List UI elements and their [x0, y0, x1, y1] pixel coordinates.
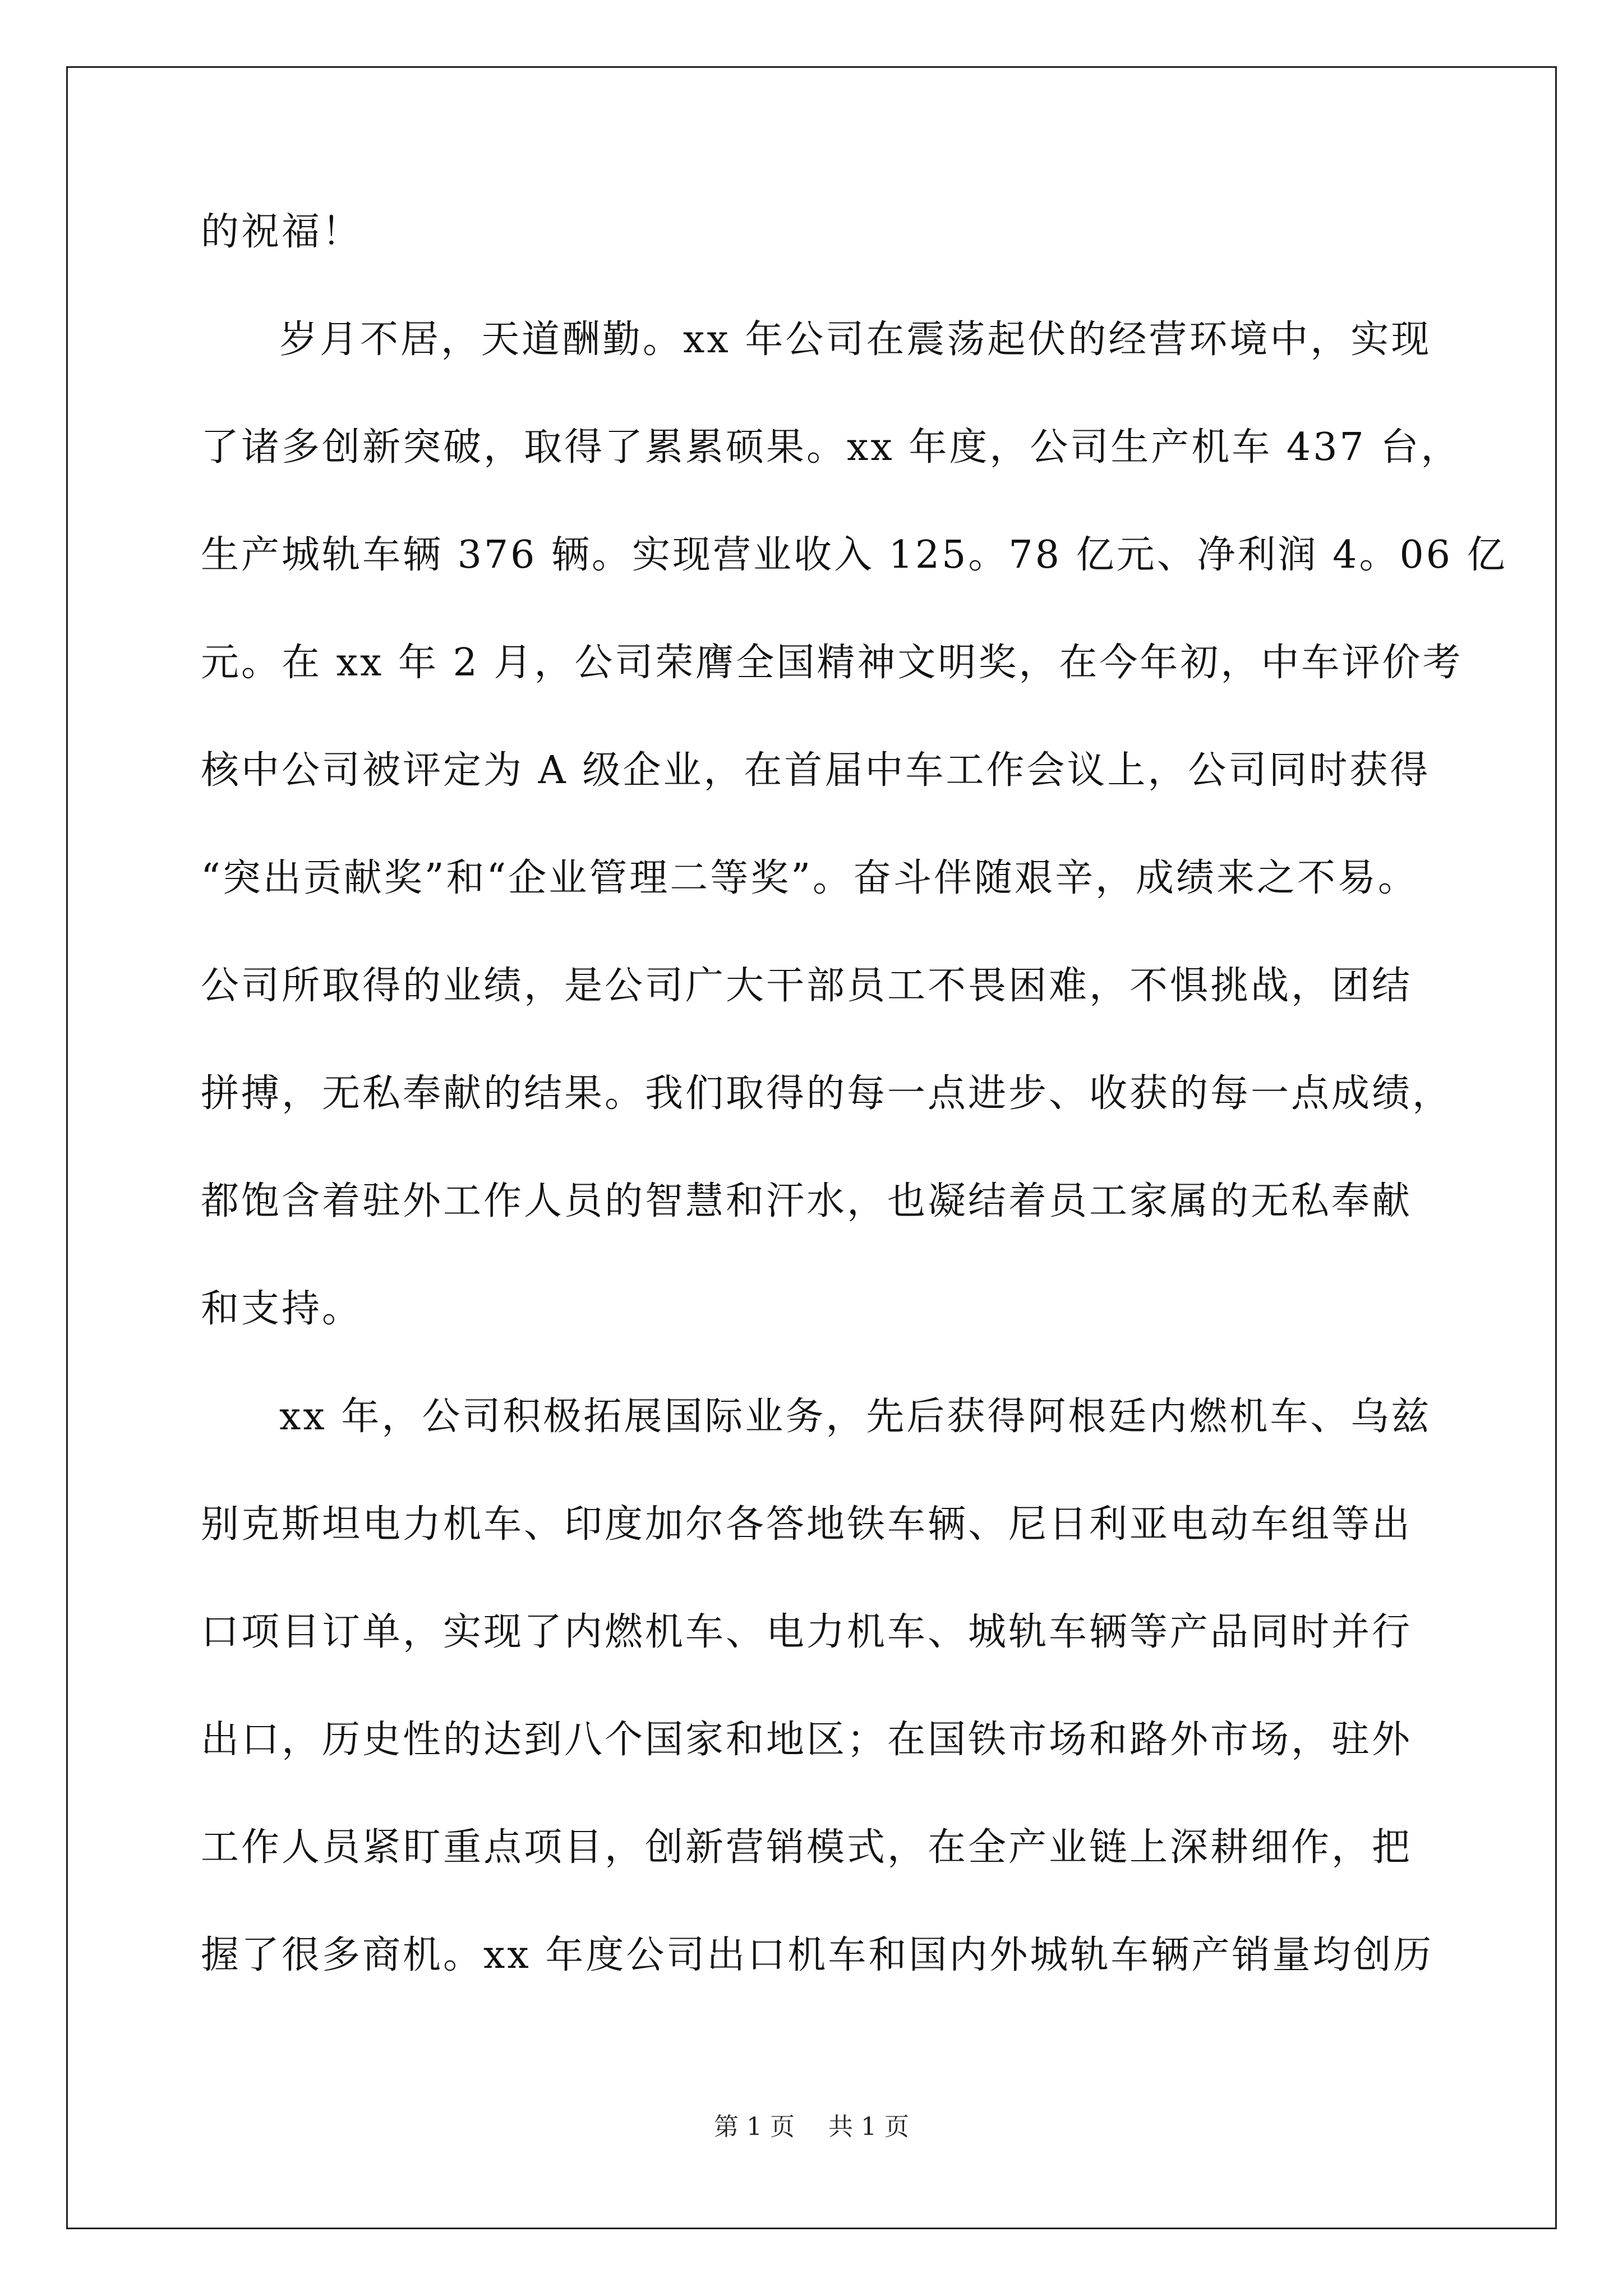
- text-line: 了诸多创新突破，取得了累累硕果。xx 年度，公司生产机车 437 台，: [201, 425, 1461, 470]
- paragraph-start-line: 岁月不居，天道酬勤。xx 年公司在震荡起伏的经营环境中，实现: [279, 318, 1432, 362]
- page-border: [66, 66, 1557, 2229]
- paragraph-start-line: xx 年，公司积极拓展国际业务，先后获得阿根廷内燃机车、乌兹: [279, 1395, 1432, 1439]
- text-line: 元。在 xx 年 2 月，公司荣膺全国精神文明奖，在今年初，中车评价考: [201, 641, 1463, 685]
- text-line: 和支持。: [201, 1287, 363, 1331]
- text-line: 都饱含着驻外工作人员的智慧和汗水，也凝结着员工家属的无私奉献: [201, 1179, 1413, 1223]
- text-line: 拼搏，无私奉献的结果。我们取得的每一点进步、收获的每一点成绩，: [201, 1071, 1453, 1116]
- page-footer: [0, 2115, 1623, 2139]
- page-total: 共 1 页: [828, 2113, 909, 2141]
- text-line: 生产城轨车辆 376 辆。实现营业收入 125。78 亿元、净利润 4。06 亿: [201, 533, 1507, 577]
- page-number: 第 1 页: [714, 2113, 795, 2141]
- text-line: 别克斯坦电力机车、印度加尔各答地铁车辆、尼日利亚电动车组等出: [201, 1502, 1413, 1547]
- text-line: 的祝福！: [201, 210, 363, 254]
- text-line: 核中公司被评定为 A 级企业，在首届中车工作会议上，公司同时获得: [201, 748, 1431, 793]
- text-line: 工作人员紧盯重点项目，创新营销模式，在全产业链上深耕细作，把: [201, 1825, 1413, 1870]
- text-line: 公司所取得的业绩，是公司广大干部员工不畏困难，不惧挑战，团结: [201, 964, 1413, 1008]
- text-line: 出口，历史性的达到八个国家和地区；在国铁市场和路外市场，驻外: [201, 1718, 1413, 1762]
- text-line: “突出贡献奖”和“企业管理二等奖”。奋斗伴随艰辛，成绩来之不易。: [201, 856, 1419, 900]
- text-line: 口项目订单，实现了内燃机车、电力机车、城轨车辆等产品同时并行: [201, 1610, 1413, 1654]
- text-line: 握了很多商机。xx 年度公司出口机车和国内外城轨车辆产销量均创历: [201, 1933, 1434, 1977]
